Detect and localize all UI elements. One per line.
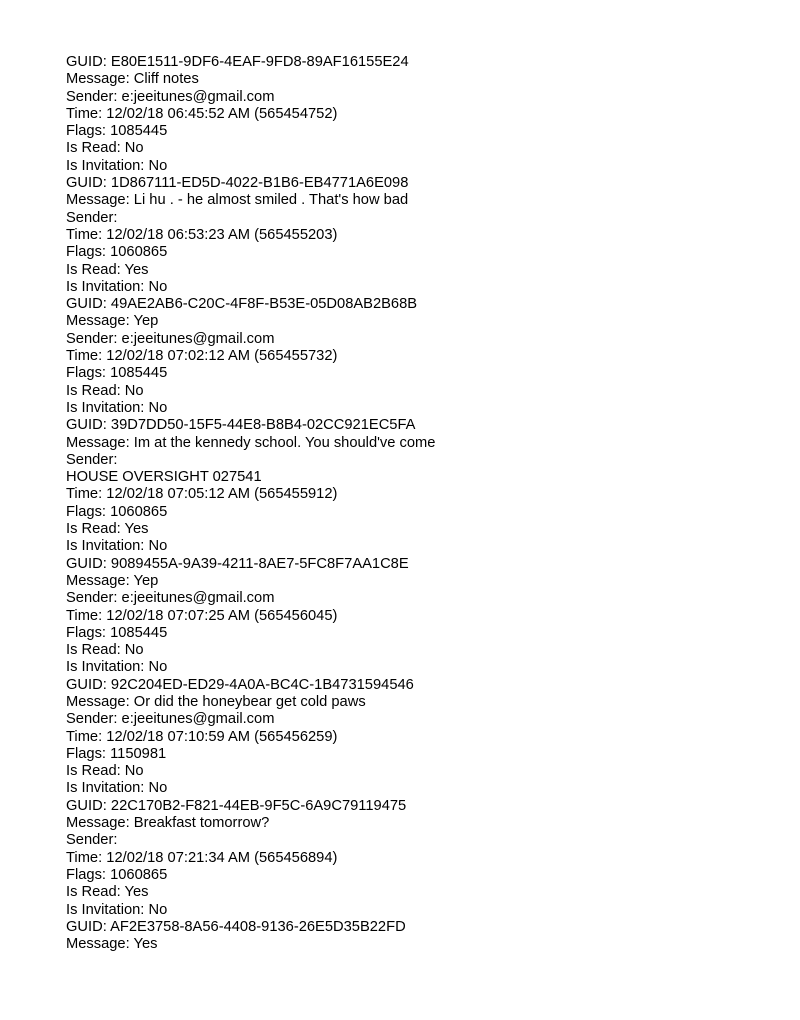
field-value: 12/02/18 06:53:23 AM (565455203) <box>106 226 338 243</box>
message-line <box>66 192 435 209</box>
field-value: 12/02/18 07:07:25 AM (565456045) <box>106 607 338 624</box>
guid-line <box>66 175 435 192</box>
is-invitation-line <box>66 659 435 676</box>
field-label: Sender: <box>66 590 118 607</box>
message-record <box>66 54 435 175</box>
field-label: Is Read: <box>66 884 121 901</box>
field-label: Message: <box>66 192 130 209</box>
field-label: Is Read: <box>66 763 121 780</box>
message-record <box>66 798 435 919</box>
message-line <box>66 313 435 330</box>
is-invitation-line <box>66 279 435 296</box>
flags-line <box>66 244 435 261</box>
field-value: e:jeeitunes@gmail.com <box>121 590 275 607</box>
field-value: Cliff notes <box>133 71 199 88</box>
field-value: No <box>148 901 168 918</box>
message-record <box>66 919 435 954</box>
time-line <box>66 348 435 365</box>
field-value: 12/02/18 07:05:12 AM (565455912) <box>106 486 338 503</box>
field-value: 1060865 <box>110 866 168 883</box>
field-value: No <box>148 538 168 555</box>
guid-line <box>66 556 435 573</box>
field-value: No <box>148 659 168 676</box>
time-line <box>66 850 435 867</box>
guid-line <box>66 798 435 815</box>
field-label: GUID: <box>66 175 107 192</box>
message-record <box>66 296 435 417</box>
field-label: Flags: <box>66 365 106 382</box>
message-line <box>66 71 435 88</box>
field-label: Time: <box>66 226 103 243</box>
message-line <box>66 435 435 452</box>
field-label: Flags: <box>66 123 106 140</box>
field-value: No <box>148 157 168 174</box>
message-line <box>66 815 435 832</box>
message-line <box>66 694 435 711</box>
field-label: Message: <box>66 572 130 589</box>
field-value: 12/02/18 07:10:59 AM (565456259) <box>106 728 338 745</box>
is-invitation-line <box>66 538 435 555</box>
field-label: Flags: <box>66 503 106 520</box>
field-label: Is Invitation: <box>66 278 145 295</box>
sender-line <box>66 89 435 106</box>
field-label: Is Read: <box>66 140 121 157</box>
is-read-line <box>66 262 435 279</box>
is-read-line <box>66 521 435 538</box>
sender-line <box>66 452 435 469</box>
is-read-line <box>66 763 435 780</box>
field-value: 9089455A-9A39-4211-8AE7-5FC8F7AA1C8E <box>110 555 409 572</box>
field-value: Yes <box>124 261 149 278</box>
field-label: Time: <box>66 607 103 624</box>
field-value: 1085445 <box>110 624 168 641</box>
field-value: 1085445 <box>110 365 168 382</box>
field-value: Or did the honeybear get cold paws <box>133 693 366 710</box>
field-value: Yes <box>124 521 149 538</box>
field-label: Time: <box>66 849 103 866</box>
field-value: No <box>124 642 144 659</box>
field-value: E80E1511-9DF6-4EAF-9FD8-89AF16155E24 <box>110 54 409 70</box>
field-label: Flags: <box>66 244 106 261</box>
field-value: 92C204ED-ED29-4A0A-BC4C-1B4731594546 <box>110 676 414 693</box>
field-value: e:jeeitunes@gmail.com <box>121 88 275 105</box>
field-value: 1085445 <box>110 123 168 140</box>
field-value: 12/02/18 06:45:52 AM (565454752) <box>106 105 338 122</box>
field-label: Sender: <box>66 711 118 728</box>
field-value: HOUSE OVERSIGHT 027541 <box>66 469 262 486</box>
field-label: GUID: <box>66 918 107 935</box>
sender-line <box>66 711 435 728</box>
field-label: Is Invitation: <box>66 538 145 555</box>
field-label: Time: <box>66 105 103 122</box>
field-label: Sender: <box>66 209 118 226</box>
field-label: Is Invitation: <box>66 157 145 174</box>
time-line <box>66 106 435 123</box>
field-value: 39D7DD50-15F5-44E8-B8B4-02CC921EC5FA <box>110 417 416 434</box>
field-label: Is Read: <box>66 261 121 278</box>
field-label: GUID: <box>66 296 107 313</box>
field-label: GUID: <box>66 676 107 693</box>
is-read-line <box>66 140 435 157</box>
field-value: 1150981 <box>110 745 167 762</box>
field-label: Is Invitation: <box>66 659 145 676</box>
field-value: 12/02/18 07:02:12 AM (565455732) <box>106 348 338 365</box>
flags-line <box>66 123 435 140</box>
flags-line <box>66 365 435 382</box>
field-value: No <box>124 382 144 399</box>
bates-line <box>66 469 435 486</box>
field-label: GUID: <box>66 797 107 814</box>
field-label: Flags: <box>66 624 106 641</box>
flags-line <box>66 625 435 642</box>
field-label: Sender: <box>66 330 118 347</box>
is-invitation-line <box>66 400 435 417</box>
field-label: Is Invitation: <box>66 901 145 918</box>
is-invitation-line <box>66 158 435 175</box>
is-invitation-line <box>66 902 435 919</box>
field-label: Is Invitation: <box>66 399 145 416</box>
field-label: GUID: <box>66 555 107 572</box>
field-label: GUID: <box>66 54 107 70</box>
field-label: Sender: <box>66 832 118 849</box>
field-label: Message: <box>66 71 130 88</box>
sender-line <box>66 331 435 348</box>
guid-line <box>66 296 435 313</box>
field-label: Is Read: <box>66 382 121 399</box>
guid-line <box>66 54 435 71</box>
field-label: Flags: <box>66 745 106 762</box>
is-read-line <box>66 383 435 400</box>
field-value: e:jeeitunes@gmail.com <box>121 330 275 347</box>
field-label: Message: <box>66 693 130 710</box>
is-read-line <box>66 884 435 901</box>
field-label: Message: <box>66 936 130 953</box>
guid-line <box>66 677 435 694</box>
field-label: Sender: <box>66 451 118 468</box>
field-label: GUID: <box>66 417 107 434</box>
is-read-line <box>66 642 435 659</box>
flags-line <box>66 867 435 884</box>
message-line <box>66 936 435 953</box>
field-label: Is Invitation: <box>66 780 145 797</box>
message-record <box>66 556 435 677</box>
field-value: No <box>124 763 144 780</box>
field-label: Is Read: <box>66 521 121 538</box>
message-record <box>66 175 435 296</box>
field-label: Message: <box>66 815 130 832</box>
field-label: Time: <box>66 728 103 745</box>
message-records-list <box>66 54 435 953</box>
message-line <box>66 573 435 590</box>
field-label: Message: <box>66 434 130 451</box>
field-value: 49AE2AB6-C20C-4F8F-B53E-05D08AB2B68B <box>110 296 418 313</box>
field-value: 12/02/18 07:21:34 AM (565456894) <box>106 849 338 866</box>
field-value: Yes <box>133 936 158 953</box>
field-label: Sender: <box>66 88 118 105</box>
message-record <box>66 417 435 555</box>
sender-line <box>66 210 435 227</box>
field-label: Message: <box>66 313 130 330</box>
field-value: e:jeeitunes@gmail.com <box>121 711 275 728</box>
flags-line <box>66 746 435 763</box>
time-line <box>66 486 435 503</box>
field-value: 1060865 <box>110 503 168 520</box>
field-value: No <box>148 399 168 416</box>
field-label: Is Read: <box>66 642 121 659</box>
flags-line <box>66 504 435 521</box>
sender-line <box>66 832 435 849</box>
field-value: No <box>148 278 168 295</box>
guid-line <box>66 919 435 936</box>
is-invitation-line <box>66 780 435 797</box>
field-value: Yep <box>133 572 159 589</box>
field-value: No <box>124 140 144 157</box>
time-line <box>66 227 435 244</box>
field-label: Time: <box>66 348 103 365</box>
field-value: Yep <box>133 313 159 330</box>
field-value: Li hu . - he almost smiled . That's how bad <box>133 192 409 209</box>
field-value: AF2E3758-8A56-4408-9136-26E5D35B22FD <box>110 918 406 935</box>
sender-line <box>66 590 435 607</box>
field-label: Flags: <box>66 866 106 883</box>
time-line <box>66 608 435 625</box>
field-value: Breakfast tomorrow? <box>133 815 270 832</box>
field-value: Im at the kennedy school. You should've come <box>133 434 436 451</box>
message-record <box>66 677 435 798</box>
field-value: Yes <box>124 884 149 901</box>
guid-line <box>66 417 435 434</box>
field-value: 1D867111-ED5D-4022-B1B6-EB4771A6E098 <box>110 175 409 192</box>
field-value: 22C170B2-F821-44EB-9F5C-6A9C79119475 <box>110 797 407 814</box>
time-line <box>66 729 435 746</box>
field-label: Time: <box>66 486 103 503</box>
field-value: No <box>148 780 168 797</box>
field-value: 1060865 <box>110 244 168 261</box>
